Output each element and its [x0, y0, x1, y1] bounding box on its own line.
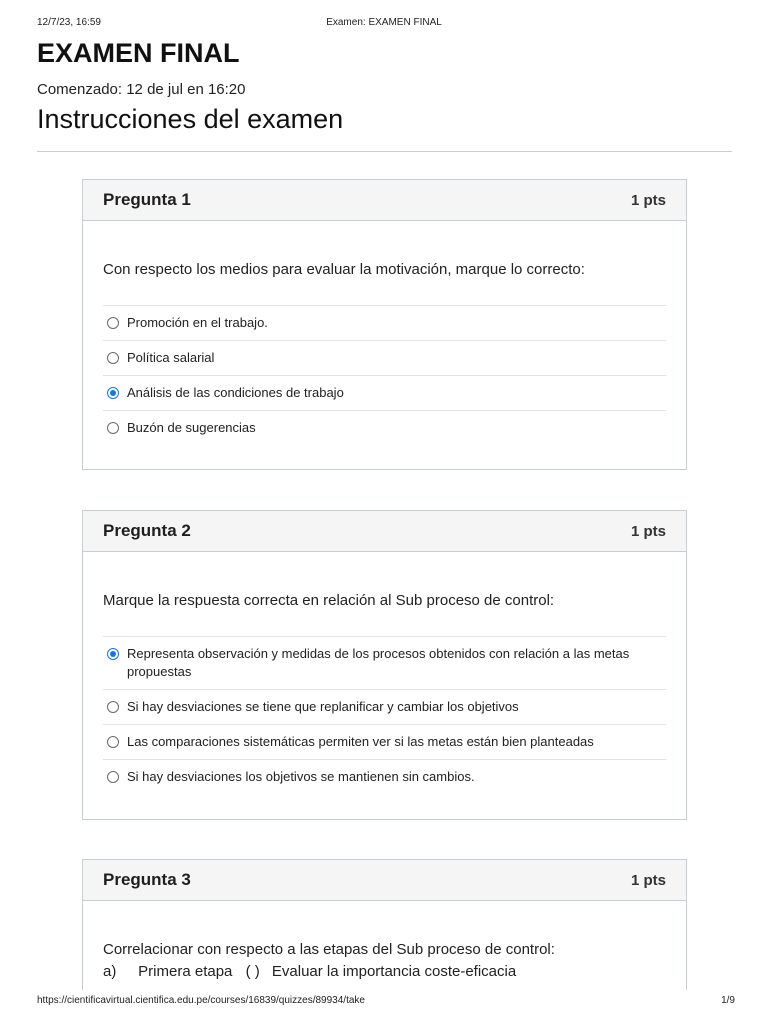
radio-button[interactable] — [107, 736, 119, 748]
radio-button-selected[interactable] — [107, 648, 119, 660]
radio-button[interactable] — [107, 317, 119, 329]
question-points: 1 pts — [630, 522, 666, 540]
question-name: Pregunta 2 — [103, 521, 191, 540]
print-url: https://cientificavirtual.cientifica.edu.pe/courses/16839/quizzes/89934/take — [37, 995, 365, 1006]
answer-option[interactable] — [103, 689, 666, 724]
answer-list — [103, 305, 666, 445]
question-text: Correlacionar con respecto a las etapas del Sub proceso de control: — [103, 941, 555, 958]
question-text: Con respecto los medios para evaluar la motivación, marque lo correcto: — [103, 261, 585, 278]
answer-label: Política salarial — [127, 350, 215, 365]
answer-option[interactable] — [103, 410, 666, 445]
answer-option[interactable] — [103, 375, 666, 410]
question-1 — [82, 179, 687, 470]
question-header — [83, 180, 686, 221]
answer-list — [103, 636, 666, 794]
exam-started: Comenzado: 12 de jul en 16:20 — [37, 81, 246, 98]
answer-label: Buzón de sugerencias — [127, 420, 256, 435]
radio-button-selected[interactable] — [107, 387, 119, 399]
question-3 — [82, 859, 687, 990]
answer-option[interactable] — [103, 340, 666, 375]
question-2 — [82, 510, 687, 820]
instructions-heading: Instrucciones del examen — [37, 104, 344, 134]
matching-description: Evaluar la importancia coste-eficacia — [271, 963, 517, 980]
answer-label: Análisis de las condiciones de trabajo — [127, 385, 344, 400]
radio-button[interactable] — [107, 422, 119, 434]
print-page-number: 1/9 — [721, 995, 735, 1006]
answer-option[interactable] — [103, 759, 666, 794]
matching-letter: a) — [103, 963, 117, 980]
matching-blank[interactable]: ( ) — [245, 963, 260, 980]
print-title: Examen: EXAMEN FINAL — [326, 17, 442, 28]
answer-label: Las comparaciones sistemáticas permiten ver si las metas están bien planteadas — [127, 734, 594, 749]
question-points: 1 pts — [630, 191, 666, 209]
print-datetime: 12/7/23, 16:59 — [37, 17, 101, 28]
radio-button[interactable] — [107, 701, 119, 713]
question-points: 1 pts — [630, 871, 666, 889]
question-name: Pregunta 1 — [103, 190, 191, 209]
radio-button[interactable] — [107, 352, 119, 364]
radio-button[interactable] — [107, 771, 119, 783]
answer-label: Representa observación y medidas de los procesos obtenidos con relación a las metas propuestas — [127, 646, 630, 679]
question-header — [83, 860, 686, 901]
answer-label: Si hay desviaciones se tiene que replanificar y cambiar los objetivos — [127, 699, 519, 714]
divider — [37, 151, 732, 152]
exam-title: EXAMEN FINAL — [37, 38, 240, 68]
matching-stage: Primera etapa — [138, 963, 233, 980]
answer-option[interactable] — [103, 305, 666, 340]
answer-label: Si hay desviaciones los objetivos se mantienen sin cambios. — [127, 769, 475, 784]
question-text: Marque la respuesta correcta en relación al Sub proceso de control: — [103, 592, 555, 609]
matching-line-a — [103, 961, 666, 983]
question-header — [83, 511, 686, 552]
question-name: Pregunta 3 — [103, 870, 191, 889]
answer-option[interactable] — [103, 724, 666, 759]
answer-label: Promoción en el trabajo. — [127, 315, 268, 330]
answer-option[interactable] — [103, 636, 666, 689]
